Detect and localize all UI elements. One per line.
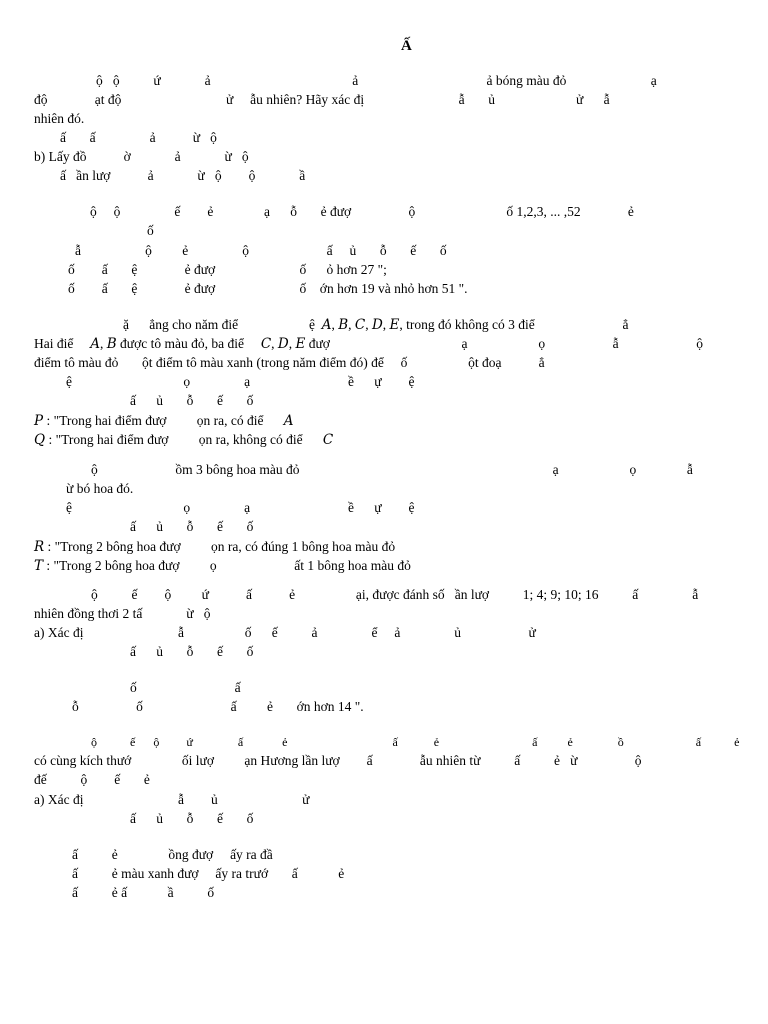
text-line: 𝑄 : "Trong hai điểm đượ ọn ra, không có điể 𝐶 — [34, 432, 334, 447]
text-line: điểm tô màu đỏ ột điểm tô màu xanh (trong năm điểm đó) để ố ột đoạ ẳ — [34, 355, 545, 370]
text-line: ộ ồm 3 bông hoa màu đỏ ạ ọ ẫ — [91, 462, 693, 477]
text-line: đế ộ ế ẻ — [34, 772, 150, 787]
text-line: ấ ủ ỗ ế ố — [130, 519, 254, 534]
text-line: độ ạt độ ử ẫu nhiên? Hãy xác đị ẫ ủ ử ẫ — [34, 92, 610, 107]
text-line: b) Lấy đồ ờ ả ừ ộ — [34, 149, 249, 164]
text-line: ộ ế ộ ứ ấ ẻ ại, được đánh số ần lượ 1; 4; 9; 10; 16 ấ ẫ — [91, 587, 699, 602]
text-line: 𝑃 : "Trong hai điểm đượ ọn ra, có điể 𝐴 — [34, 413, 294, 428]
text-line: ộ ế ộ ứ ấ ẻ ấ ẻ ấ ẻ ồ ấ ẻ — [91, 735, 740, 749]
text-line: ấ ẻ ấ ầ ố — [72, 885, 215, 900]
text-line: ặ ẳng cho năm điể ệ 𝐴, 𝐵, 𝐶, 𝐷, 𝐸, trong đó không có 3 điể ẳ — [123, 317, 629, 332]
text-line: ộ ộ ứ ả ả ả bóng màu đỏ ạ — [96, 73, 657, 88]
text-line: ấ ủ ỗ ế ố — [130, 393, 254, 408]
text-line: 𝑅 : "Trong 2 bông hoa đượ ọn ra, có đúng 1 bông hoa màu đỏ — [34, 539, 396, 554]
text-line: ệ ọ ạ ề ự ệ — [66, 374, 415, 389]
document-title: Ấ — [401, 38, 412, 54]
text-line: ệ ọ ạ ề ự ệ — [66, 500, 415, 515]
text-line: Hai điể 𝐴, 𝐵 được tô màu đỏ, ba điể 𝐶, 𝐷, 𝐸 đượ ạ ọ ẫ ộ — [34, 336, 704, 351]
text-line: ấ ẻ màu xanh đượ ấy ra trướ ấ ẻ — [72, 866, 345, 881]
text-line: ộ ộ ế ẻ ạ ỗ ẻ đượ ộ ố 1,2,3, ... ,52 ẻ — [90, 204, 634, 219]
text-line: ấ ủ ỗ ế ố — [130, 644, 254, 659]
text-line: nhiên đồng thơi 2 tấ ừ ộ — [34, 606, 211, 621]
text-line: ỗ ố ấ ẻ ớn hơn 14 ". — [72, 699, 364, 714]
text-line: ố ấ ệ ẻ đượ ố ớn hơn 19 và nhỏ hơn 51 ". — [68, 281, 468, 296]
text-line: ấ ẻ ồng đượ ấy ra đầ — [72, 847, 273, 862]
text-line: ừ bó hoa đó. — [66, 481, 134, 496]
text-line: a) Xác đị ẫ ủ ử — [34, 792, 310, 807]
text-line: nhiên đó. — [34, 111, 85, 126]
text-line: ẫ ộ ẻ ộ ấ ủ ỗ ế ố — [75, 243, 447, 258]
text-line: 𝑇 : "Trong 2 bông hoa đượ ọ ất 1 bông hoa màu đỏ — [34, 558, 411, 573]
text-line: ấ ấ ả ừ ộ — [60, 130, 217, 145]
text-line: có cùng kích thướ ối lượ ạn Hương lần lượ ấ ẫu nhiên từ ấ ẻ ừ ộ — [34, 753, 642, 768]
text-line: ố ấ — [130, 680, 241, 695]
text-line: ố ấ ệ ẻ đượ ố ỏ hơn 27 "; — [68, 262, 387, 277]
text-line: ấ ần lượ ả ừ ộ ộ ầ — [60, 168, 306, 183]
text-line: ấ ủ ỗ ế ố — [130, 811, 254, 826]
text-line: a) Xác đị ẫ ố ế ả ể ả ủ ử — [34, 625, 536, 640]
text-line: ố — [147, 223, 154, 238]
